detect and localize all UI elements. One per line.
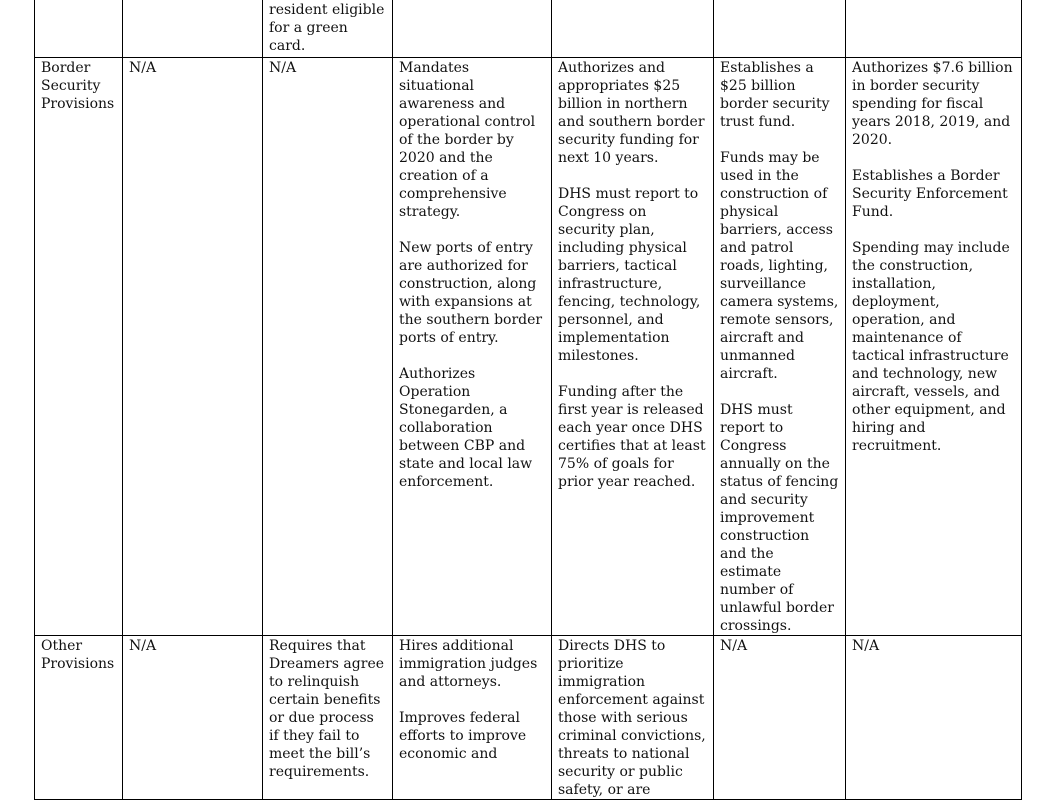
table-row-continued <box>35 0 1022 58</box>
cell-paragraph: Establishes a $25 billion border security trust fund. <box>720 60 830 130</box>
cell-paragraph: Hires additional immigration judges and attorneys. <box>399 638 538 690</box>
table-row-other-provisions <box>35 636 1022 800</box>
cell-paragraph: Authorizes and appropriates $25 billion in northern and southern border security funding for next 10 years. <box>558 60 705 166</box>
cell-paragraph: DHS must report to Congress annually on the status of fencing and security improvement construction and the estimate number of unlawful border crossings. <box>720 402 839 634</box>
table-row-border-security <box>35 58 1022 636</box>
table-cell <box>393 58 552 636</box>
table-cell <box>714 58 846 636</box>
cell-text: Requires that Dreamers agree to relinquish certain benefits or due process if they fail to meet the bill’s requirements. <box>269 638 385 780</box>
table-cell <box>35 0 123 58</box>
table-cell <box>552 0 714 58</box>
cell-text: Directs DHS to prioritize immigration enforcement against those with serious criminal convictions, threats to national security or public safety, or are <box>558 638 706 798</box>
cell-text: N/A <box>129 60 157 76</box>
table-cell <box>714 0 846 58</box>
table-cell <box>552 58 714 636</box>
cell-paragraph: Establishes a Border Security Enforcement Fund. <box>852 168 1008 220</box>
table-cell <box>123 0 263 58</box>
cell-text: resident eligible for a green card. <box>269 2 385 54</box>
cell-paragraph: Authorizes Operation Stonegarden, a collaboration between CBP and state and local law enforcement. <box>399 366 533 490</box>
cell-text: N/A <box>720 638 748 654</box>
table-cell <box>846 636 1022 800</box>
cell-paragraph: DHS must report to Congress on security plan, including physical barriers, tactical infrastructure, fencing, technology, personnel, and implementation milestones. <box>558 186 701 364</box>
table-cell <box>552 636 714 800</box>
cell-paragraph: Funds may be used in the construction of physical barriers, access and patrol roads, lighting, surveillance camera systems, remote sensors, aircraft and unmanned aircraft. <box>720 150 839 382</box>
cell-text: N/A <box>269 60 297 76</box>
table-cell <box>123 636 263 800</box>
provisions-table <box>34 0 1022 800</box>
cell-paragraph: Authorizes $7.6 billion in border security spending for fiscal years 2018, 2019, and 2020. <box>852 60 1013 148</box>
table-cell <box>263 0 393 58</box>
table-cell <box>123 58 263 636</box>
table-cell <box>263 636 393 800</box>
table-cell <box>714 636 846 800</box>
table-cell <box>393 0 552 58</box>
table-cell <box>846 0 1022 58</box>
table-cell <box>393 636 552 800</box>
cell-text: N/A <box>129 638 157 654</box>
cell-text: N/A <box>852 638 880 654</box>
cell-paragraph: Funding after the first year is released each year once DHS certifies that at least 75% of goals for prior year reached. <box>558 384 706 490</box>
cell-paragraph: Improves federal efforts to improve economic and <box>399 710 527 762</box>
row-label: Border Security Provisions <box>35 58 123 636</box>
table-cell <box>846 58 1022 636</box>
table-cell <box>263 58 393 636</box>
cell-paragraph: Mandates situational awareness and operational control of the border by 2020 and the creation of a comprehensive strategy. <box>399 60 536 220</box>
cell-paragraph: Spending may include the construction, installation, deployment, operation, and maintenance of tactical infrastructure and technology, new aircraft, vessels, and other equipment, and hiring and recruitment. <box>852 240 1010 454</box>
cell-paragraph: New ports of entry are authorized for construction, along with expansions at the southern border ports of entry. <box>399 240 543 346</box>
row-label: Other Provisions <box>35 636 123 800</box>
